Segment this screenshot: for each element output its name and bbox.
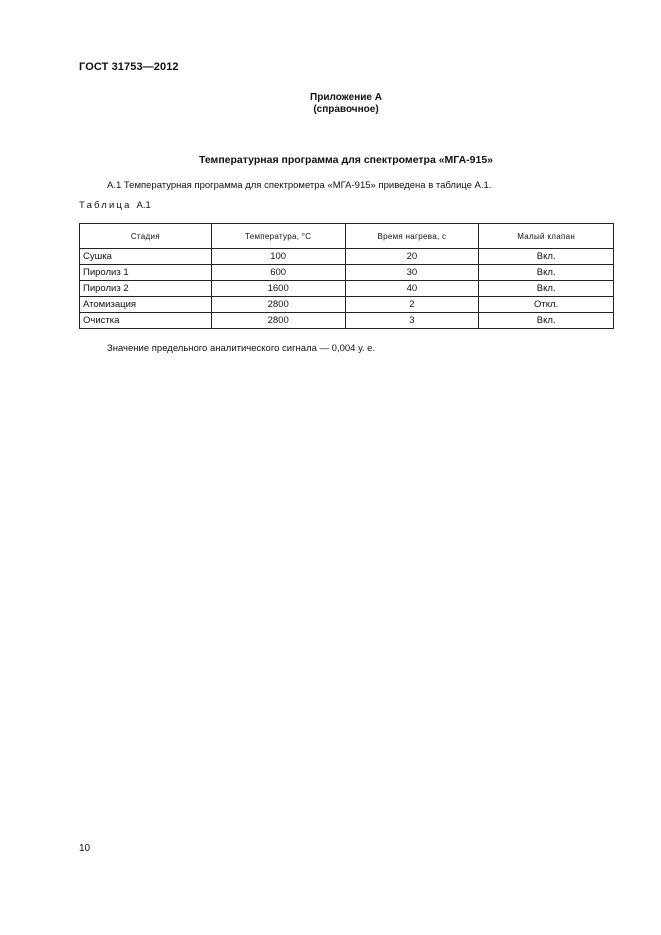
column-header-heating-time: Время нагрева, с: [345, 224, 479, 249]
table-caption: [79, 200, 151, 211]
table-row: [80, 281, 614, 297]
cell-temperature: 600: [211, 265, 345, 281]
cell-temperature: 1600: [211, 281, 345, 297]
table-caption-word: Таблица: [79, 200, 132, 211]
section-title: Температурная программа для спектрометра «МГА-915»: [198, 154, 494, 166]
table-header-row: [80, 224, 614, 249]
page-number: 10: [79, 843, 91, 854]
column-header-small-valve: Малый клапан: [479, 224, 614, 249]
table-row: [80, 249, 614, 265]
cell-stage: Пиролиз 2: [80, 281, 212, 297]
appendix-subtitle: (справочное): [313, 104, 379, 115]
column-header-stage: Стадия: [80, 224, 212, 249]
cell-stage: Сушка: [80, 249, 212, 265]
cell-temperature: 2800: [211, 313, 345, 329]
cell-stage: Пиролиз 1: [80, 265, 212, 281]
appendix-heading: [0, 92, 661, 116]
column-header-temperature: Температура, °С: [211, 224, 345, 249]
cell-heating-time: 2: [345, 297, 479, 313]
cell-temperature: 2800: [211, 297, 345, 313]
cell-small-valve: Вкл.: [479, 265, 614, 281]
table-caption-number: А.1: [136, 200, 151, 211]
table-row: [80, 265, 614, 281]
cell-small-valve: Вкл.: [479, 313, 614, 329]
cell-small-valve: Вкл.: [479, 249, 614, 265]
cell-stage: Атомизация: [80, 297, 212, 313]
cell-small-valve: Откл.: [479, 297, 614, 313]
intro-paragraph: А.1 Температурная программа для спектрометра «МГА-915» приведена в таблице А.1.: [107, 180, 492, 191]
cell-heating-time: 30: [345, 265, 479, 281]
cell-stage: Очистка: [80, 313, 212, 329]
cell-heating-time: 3: [345, 313, 479, 329]
appendix-title: Приложение А: [310, 92, 382, 103]
temperature-program-table: [79, 223, 614, 329]
analytical-signal-note: Значение предельного аналитического сигнала — 0,004 у. е.: [107, 343, 376, 354]
cell-temperature: 100: [211, 249, 345, 265]
table-row: [80, 297, 614, 313]
table-row: [80, 313, 614, 329]
standard-code: ГОСТ 31753—2012: [79, 61, 179, 73]
cell-heating-time: 40: [345, 281, 479, 297]
cell-small-valve: Вкл.: [479, 281, 614, 297]
cell-heating-time: 20: [345, 249, 479, 265]
